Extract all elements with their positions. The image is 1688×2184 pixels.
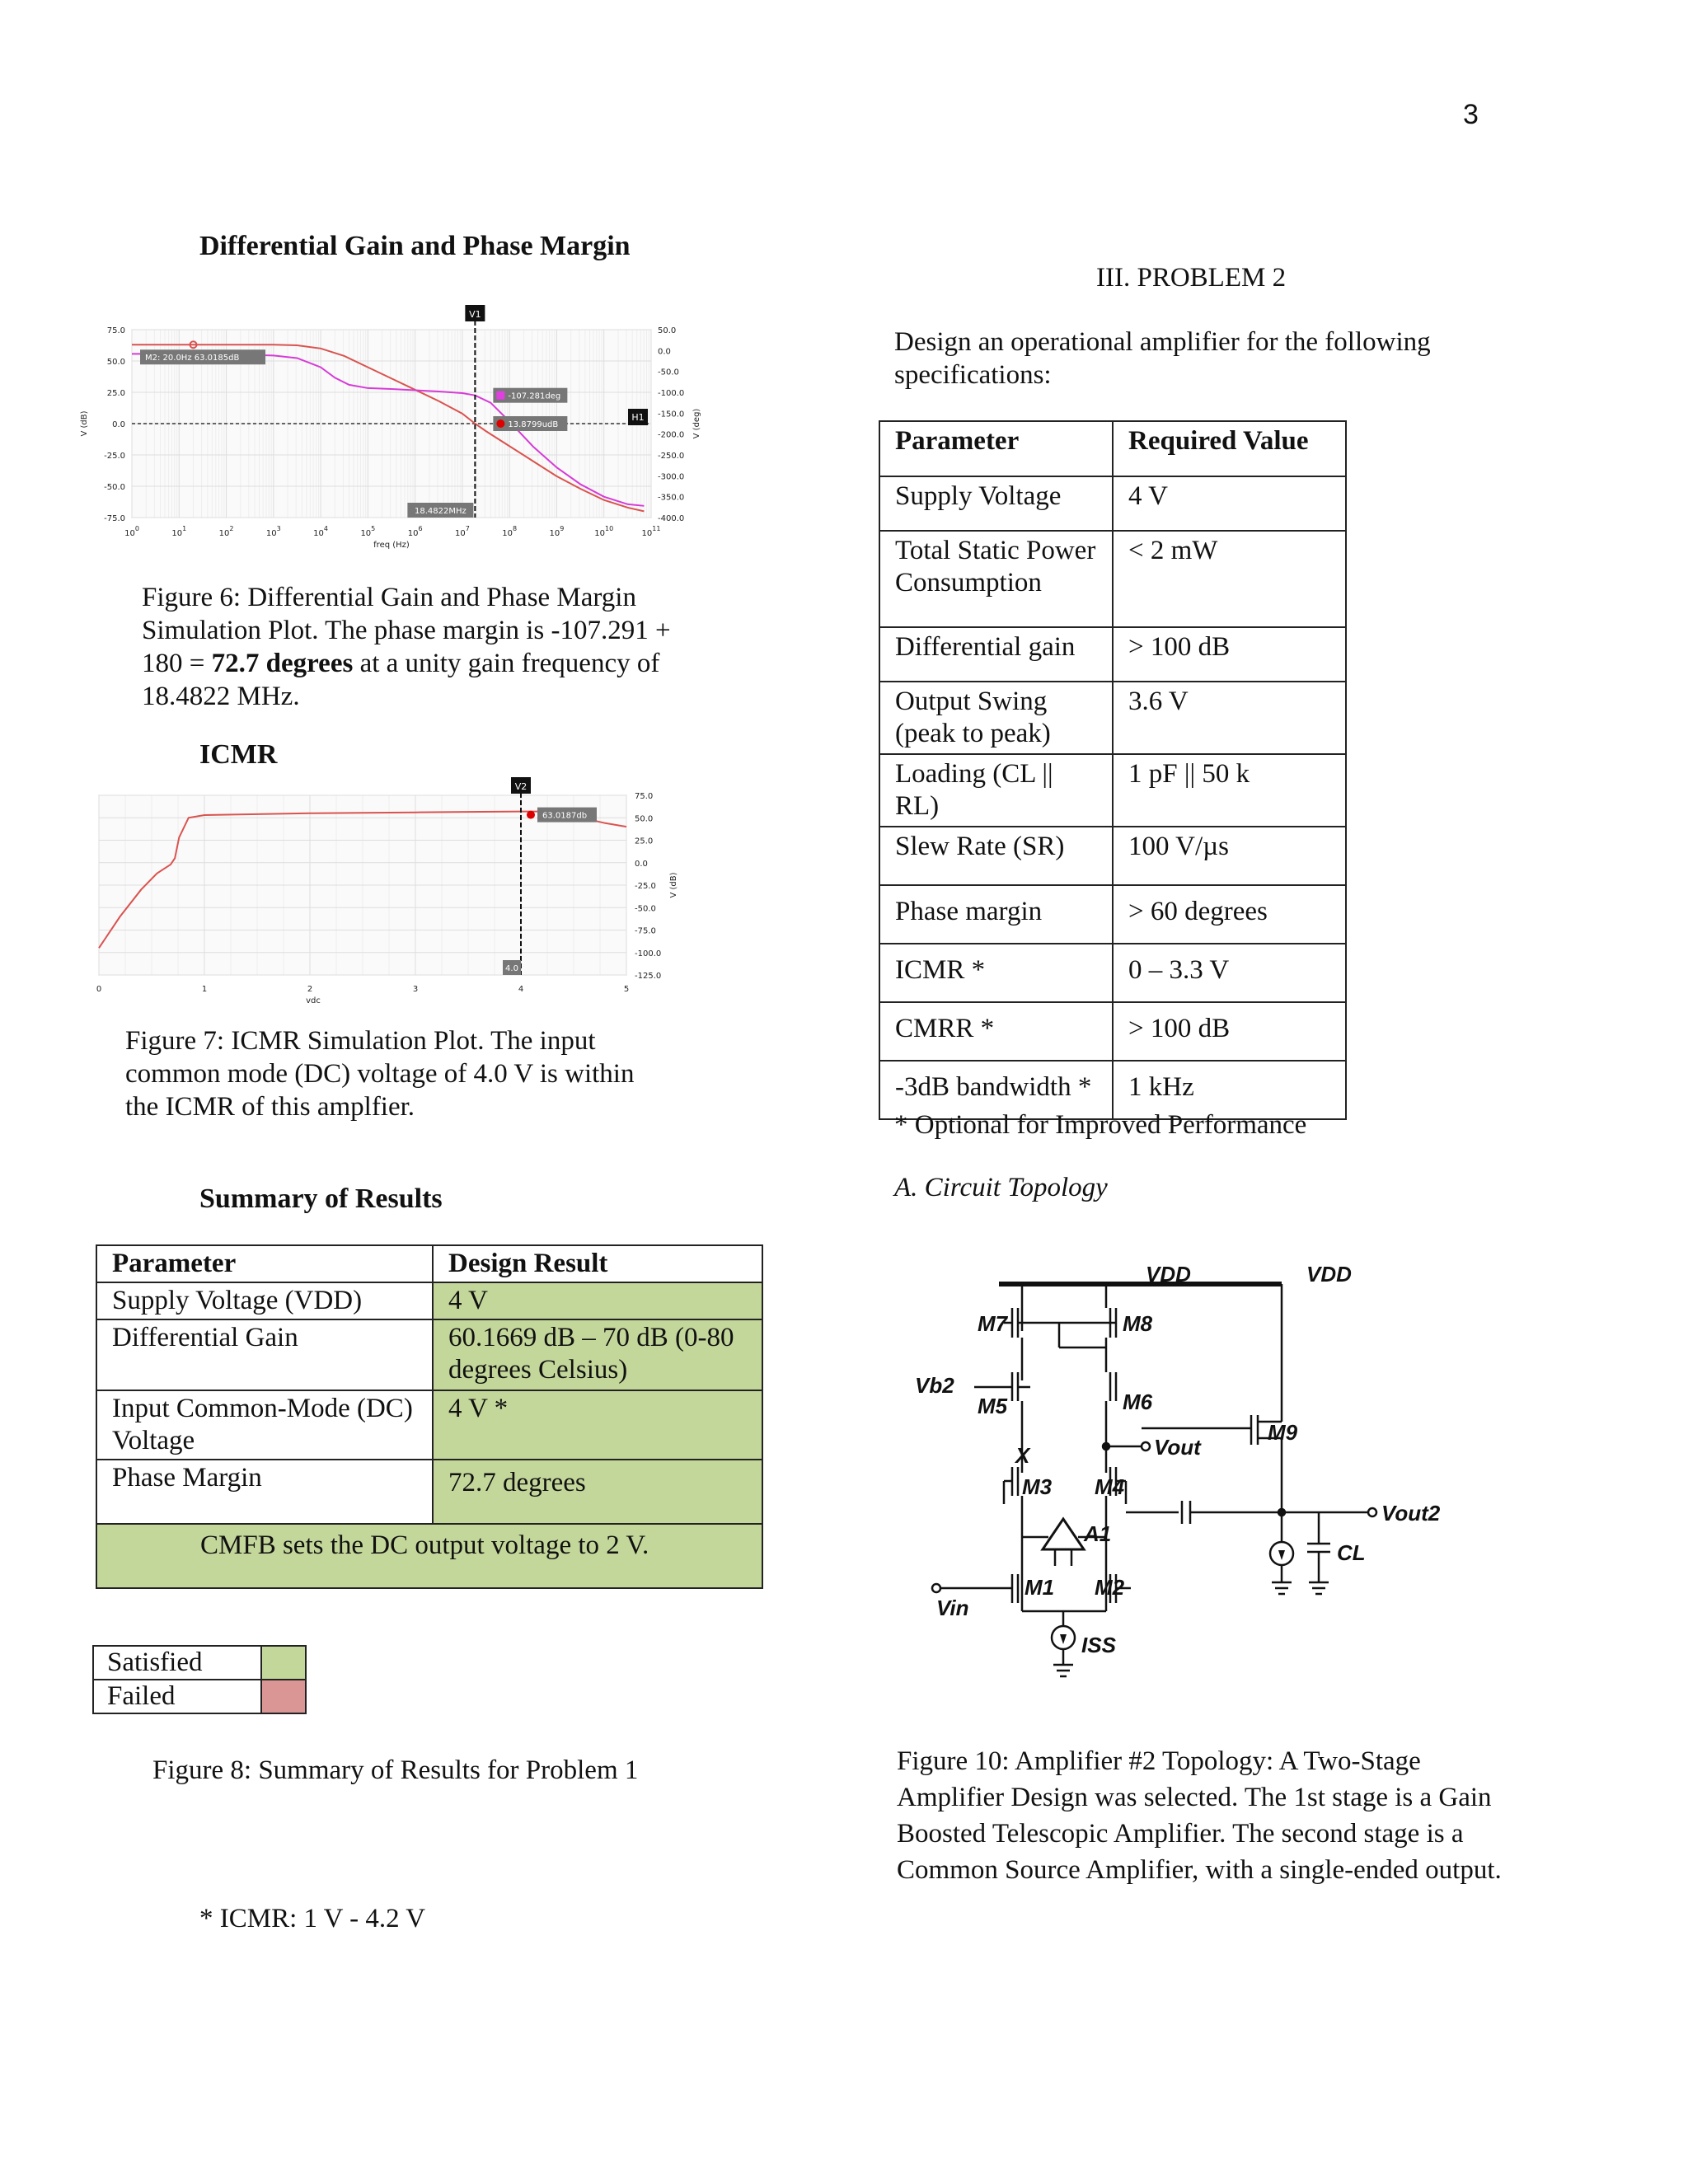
optional-note: * Optional for Improved Performance — [894, 1110, 1307, 1140]
table-row — [879, 1002, 1346, 1061]
table-header-cell: Design Result — [433, 1245, 762, 1282]
label-cl: CL — [1337, 1540, 1366, 1565]
y-tick-label: 25.0 — [106, 389, 125, 398]
section-heading-icmr: ICMR — [199, 739, 278, 770]
table-cell: 0 – 3.3 V — [1113, 944, 1346, 1002]
x-tick-label: 5 — [623, 985, 630, 994]
label-a1: A1 — [1084, 1521, 1112, 1546]
y-right-tick-label: -25.0 — [635, 882, 656, 891]
amplifier-schematic-diagram — [907, 1257, 1459, 1702]
table-row — [93, 1680, 306, 1713]
page-number: 3 — [1463, 99, 1479, 130]
table-row — [96, 1524, 762, 1588]
table-cell: Differential gain — [879, 627, 1113, 682]
cursor-v2-value: 4.0 — [505, 964, 518, 973]
legend-swatch-red — [261, 1680, 306, 1713]
legend-label-satisfied: Satisfied — [93, 1646, 261, 1680]
y-right-tick-label: -100.0 — [635, 949, 662, 958]
x-tick-label: 4 — [518, 985, 524, 994]
table-row — [96, 1245, 762, 1282]
x-tick-label: $10^{10}$ — [594, 525, 614, 538]
subsection-circuit-topology: A. Circuit Topology — [894, 1173, 1108, 1202]
table-row — [96, 1390, 762, 1460]
table-cell: Phase margin — [879, 885, 1113, 944]
marker-m2-label: M2: 20.0Hz 63.0185dB — [145, 354, 240, 363]
table-cell: Input Common-Mode (DC) Voltage — [96, 1390, 433, 1460]
table-cell: 1 pF || 50 k — [1113, 754, 1346, 827]
table-row — [96, 1282, 762, 1319]
y-right-tick-label: -350.0 — [658, 493, 685, 503]
figure-6-caption: Figure 6: Differential Gain and Phase Margin Simulation Plot. The phase margin is -107.291 + 180 = 72.7 degrees at a unity gain frequency of 18.4822 MHz. — [142, 583, 671, 711]
y-tick-label: -50.0 — [104, 483, 125, 492]
gain-readout-marker — [496, 419, 504, 428]
y-right-tick-label: 75.0 — [635, 792, 654, 801]
label-m8: M8 — [1123, 1311, 1153, 1336]
table-cell: Differential Gain — [96, 1319, 433, 1390]
label-vdd-top: VDD — [1146, 1262, 1191, 1286]
table-cell: 72.7 degrees — [433, 1460, 762, 1524]
label-vout: Vout — [1154, 1435, 1201, 1460]
table-cell: < 2 mW — [1113, 531, 1346, 627]
x-tick-label: 3 — [412, 985, 419, 994]
x-axis-label: vdc — [306, 996, 321, 1005]
label-m3: M3 — [1022, 1474, 1053, 1499]
table-row — [879, 754, 1346, 827]
label-m5: M5 — [978, 1394, 1008, 1418]
table-cell: -3dB bandwidth * — [879, 1061, 1113, 1119]
cursor-v1-label: V1 — [469, 309, 481, 320]
label-vdd-right: VDD — [1306, 1262, 1352, 1286]
gain-readout-value: 13.8799udB — [508, 420, 559, 429]
figure-10-caption: Figure 10: Amplifier #2 Topology: A Two-Stage Amplifier Design was selected. The 1st stage is a Gain Boosted Telescopic Amplifier. The second stage is a Common Source Amplifier, with a single-ended output. — [897, 1746, 1502, 1885]
table-cell: 3.6 V — [1113, 682, 1346, 754]
table-row — [879, 627, 1346, 682]
table-cell: CMRR * — [879, 1002, 1113, 1061]
table-cell: Supply Voltage (VDD) — [96, 1282, 433, 1319]
x-tick-label: 1 — [201, 985, 208, 994]
cursor-v1-value: 18.4822MHz — [414, 507, 467, 516]
table-header-cell: Parameter — [96, 1245, 433, 1282]
table-row — [879, 885, 1346, 944]
x-tick-label: $10^1$ — [171, 525, 187, 538]
x-tick-label: $10^0$ — [124, 525, 139, 538]
y-right-tick-label: 25.0 — [635, 837, 654, 846]
table-row — [879, 531, 1346, 627]
x-tick-label: 0 — [96, 985, 102, 994]
table-cell: > 100 dB — [1113, 1002, 1346, 1061]
y-right-tick-label: -125.0 — [635, 972, 662, 981]
y-right-tick-label: -400.0 — [658, 514, 685, 523]
y-right-tick-label: -300.0 — [658, 472, 685, 482]
y-right-tick-label: -50.0 — [658, 368, 679, 377]
icmr-plot-chart — [82, 762, 709, 1010]
x-axis-label: freq (Hz) — [373, 541, 410, 550]
x-tick-label: $10^{11}$ — [641, 525, 661, 538]
section-heading-gain: Differential Gain and Phase Margin — [199, 231, 631, 261]
problem-intro: Design an operational amplifier for the following specifications: — [894, 327, 1431, 390]
y-right-tick-label: 50.0 — [635, 814, 654, 824]
legend-table — [92, 1645, 307, 1714]
table-cell: 4 V — [1113, 476, 1346, 531]
label-m7: M7 — [978, 1311, 1008, 1336]
table-cell: > 60 degrees — [1113, 885, 1346, 944]
y-tick-label: 50.0 — [106, 358, 125, 367]
table-cell: Total Static Power Consumption — [879, 531, 1113, 627]
label-vin: Vin — [936, 1596, 969, 1620]
y-tick-label: 0.0 — [112, 420, 125, 429]
y-right-tick-label: -250.0 — [658, 452, 685, 461]
label-x: X — [1015, 1443, 1030, 1468]
legend-swatch-green — [261, 1646, 306, 1680]
marker-h1-label: H1 — [631, 412, 645, 423]
x-tick-label: $10^4$ — [313, 525, 329, 538]
y-tick-label: 75.0 — [106, 326, 125, 335]
label-vout2: Vout2 — [1381, 1501, 1441, 1526]
table-cell: ICMR * — [879, 944, 1113, 1002]
y-right-axis-label: V (dB) — [669, 872, 678, 898]
table-footer-cell: CMFB sets the DC output voltage to 2 V. — [96, 1524, 762, 1588]
table-row — [96, 1319, 762, 1390]
table-header-cell: Parameter — [879, 421, 1113, 476]
y-right-axis-label: V (deg) — [692, 408, 701, 439]
x-tick-label: $10^2$ — [218, 525, 234, 538]
x-tick-label: 2 — [307, 985, 313, 994]
section-title-problem-2: III. PROBLEM 2 — [1096, 263, 1287, 293]
spec-table — [879, 420, 1347, 1120]
x-tick-label: $10^5$ — [360, 525, 376, 538]
table-cell: 60.1669 dB – 70 dB (0-80 degrees Celsius) — [433, 1319, 762, 1390]
x-tick-label: $10^6$ — [407, 525, 423, 538]
y-axis-label: V (dB) — [80, 410, 89, 437]
phase-readout-marker — [496, 391, 504, 400]
table-cell: > 100 dB — [1113, 627, 1346, 682]
y-right-tick-label: -150.0 — [658, 410, 685, 419]
table-cell: 4 V — [433, 1282, 762, 1319]
y-tick-label: -75.0 — [104, 514, 125, 523]
table-cell: Phase Margin — [96, 1460, 433, 1524]
cursor-v2-label: V2 — [514, 781, 528, 792]
icmr-readout-marker — [527, 811, 535, 819]
table-cell: Slew Rate (SR) — [879, 827, 1113, 885]
y-right-tick-label: -50.0 — [635, 904, 656, 914]
table-row — [93, 1646, 306, 1680]
x-tick-label: $10^8$ — [502, 525, 518, 538]
label-iss: ISS — [1081, 1633, 1116, 1657]
table-cell: 100 V/µs — [1113, 827, 1346, 885]
label-vb2: Vb2 — [915, 1373, 954, 1398]
table-row — [879, 682, 1346, 754]
section-heading-summary: Summary of Results — [199, 1183, 443, 1214]
table-cell: Output Swing (peak to peak) — [879, 682, 1113, 754]
y-right-tick-label: -200.0 — [658, 430, 685, 440]
icmr-readout-value: 63.0187db — [542, 811, 588, 821]
label-m6: M6 — [1123, 1390, 1153, 1414]
table-cell: 4 V * — [433, 1390, 762, 1460]
y-right-tick-label: 50.0 — [658, 326, 677, 335]
summary-table — [96, 1244, 763, 1589]
table-cell: 1 kHz — [1113, 1061, 1346, 1119]
label-m1: M1 — [1025, 1575, 1055, 1600]
phase-readout-value: -107.281deg — [508, 391, 561, 401]
figure-8-caption: Figure 8: Summary of Results for Problem 1 — [152, 1755, 639, 1785]
y-right-tick-label: -100.0 — [658, 389, 685, 398]
table-header-cell: Required Value — [1113, 421, 1346, 476]
label-m2: M2 — [1095, 1575, 1125, 1600]
table-row — [879, 421, 1346, 476]
table-row — [879, 944, 1346, 1002]
y-right-tick-label: -75.0 — [635, 926, 656, 936]
table-row — [96, 1460, 762, 1524]
legend-label-failed: Failed — [93, 1680, 261, 1713]
x-tick-label: $10^9$ — [549, 525, 565, 538]
x-tick-label: $10^3$ — [265, 525, 281, 538]
label-m9: M9 — [1268, 1420, 1298, 1445]
icmr-footnote: * ICMR: 1 V - 4.2 V — [199, 1904, 426, 1933]
x-tick-label: $10^7$ — [454, 525, 470, 538]
y-right-tick-label: 0.0 — [635, 859, 648, 869]
label-m4: M4 — [1095, 1474, 1125, 1499]
y-right-tick-label: 0.0 — [658, 347, 671, 357]
bode-plot-chart — [78, 297, 721, 560]
figure-7-caption: Figure 7: ICMR Simulation Plot. The input common mode (DC) voltage of 4.0 V is within the ICMR of this amplfier. — [125, 1026, 635, 1122]
table-cell: Loading (CL || RL) — [879, 754, 1113, 827]
table-row — [879, 476, 1346, 531]
table-cell: Supply Voltage — [879, 476, 1113, 531]
table-row — [879, 827, 1346, 885]
y-tick-label: -25.0 — [104, 452, 125, 461]
